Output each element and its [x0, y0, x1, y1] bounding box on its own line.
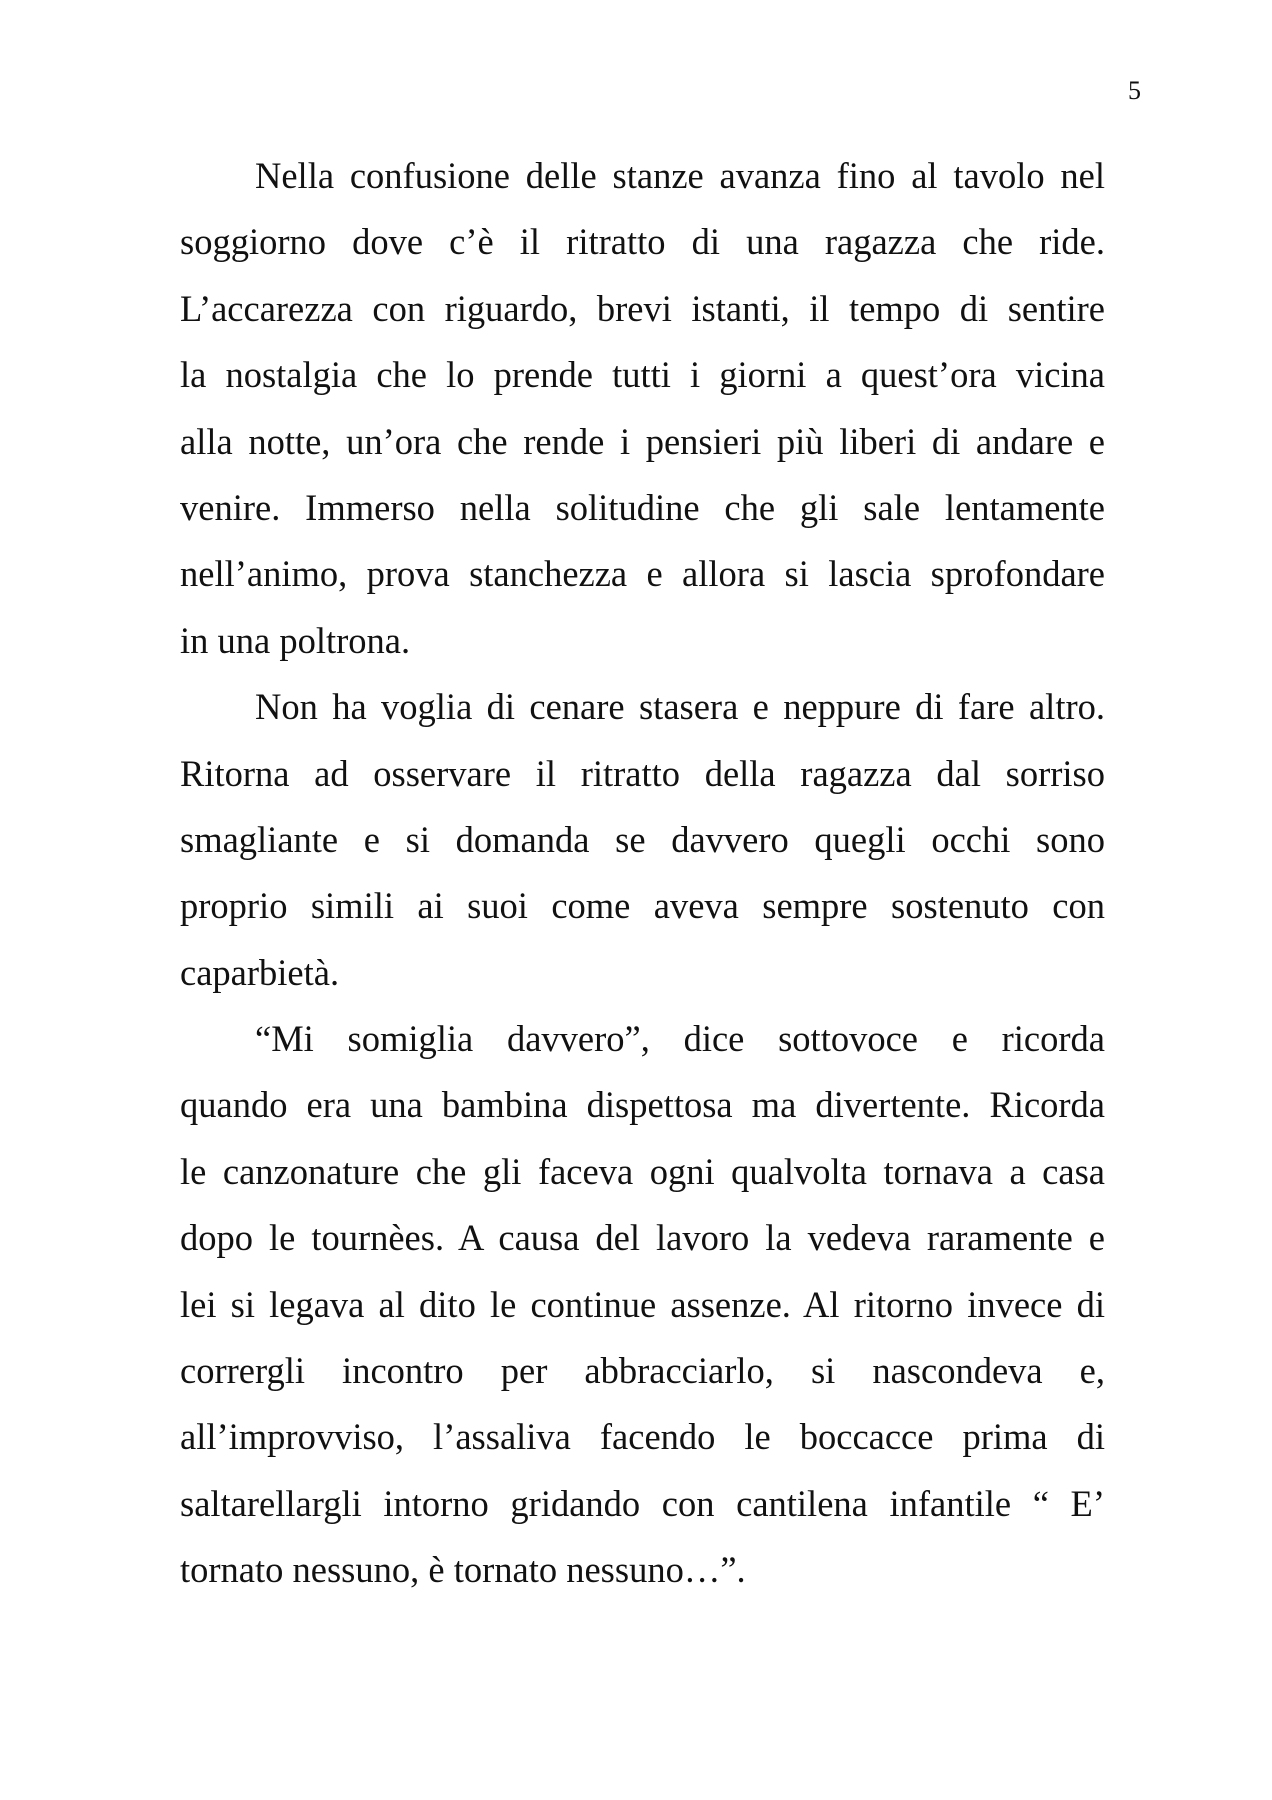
paragraph-1-line-7: nell’animo, prova stanchezza e allora si lascia sprofondare: [180, 553, 1105, 595]
paragraph-3-line-9: tornato nessuno, è tornato nessuno…”.: [180, 1549, 746, 1591]
body-text: [180, 143, 1105, 1604]
paragraph-3-line-2: quando era una bambina dispettosa ma divertente. Ricorda: [180, 1084, 1105, 1126]
paragraph-1-line-4: la nostalgia che lo prende tutti i giorni a quest’ora vicina: [180, 354, 1105, 396]
paragraph-2-line-5: caparbietà.: [180, 951, 340, 993]
paragraph-1-line-6: venire. Immerso nella solitudine che gli sale lentamente: [180, 486, 1105, 528]
paragraph-3-line-7: all’improvviso, l’assaliva facendo le boccacce prima di: [180, 1416, 1105, 1458]
page-number: 5: [1128, 76, 1141, 105]
paragraph-1-line-8: in una poltrona.: [180, 619, 411, 661]
paragraph-2-line-1: Non ha voglia di cenare stasera e neppure di fare altro.: [255, 686, 1105, 728]
paragraph-2-line-3: smagliante e si domanda se davvero quegli occhi sono: [180, 818, 1105, 860]
paragraph-3-line-5: lei si legava al dito le continue assenze. Al ritorno invece di: [180, 1283, 1105, 1325]
paragraph-3-line-8: saltarellargli intorno gridando con cantilena infantile “ E’: [180, 1482, 1105, 1524]
paragraph-3-line-3: le canzonature che gli faceva ogni qualvolta tornava a casa: [180, 1150, 1105, 1192]
paragraph-2-line-4: proprio simili ai suoi come aveva sempre sostenuto con: [180, 885, 1105, 927]
paragraph-3-line-6: corrergli incontro per abbracciarlo, si nascondeva e,: [180, 1350, 1105, 1392]
paragraph-1-line-3: L’accarezza con riguardo, brevi istanti, il tempo di sentire: [180, 287, 1105, 329]
paragraph-2-line-2: Ritorna ad osservare il ritratto della ragazza dal sorriso: [180, 752, 1105, 794]
paragraph-3-line-4: dopo le tournèes. A causa del lavoro la vedeva raramente e: [180, 1217, 1105, 1259]
paragraph-3-line-1: “Mi somiglia davvero”, dice sottovoce e ricorda: [255, 1018, 1105, 1060]
paragraph-1-line-1: Nella confusione delle stanze avanza fino al tavolo nel: [255, 155, 1105, 196]
paragraph-1-line-5: alla notte, un’ora che rende i pensieri più liberi di andare e: [180, 420, 1105, 462]
paragraph-1-line-2: soggiorno dove c’è il ritratto di una ragazza che ride.: [180, 221, 1105, 263]
